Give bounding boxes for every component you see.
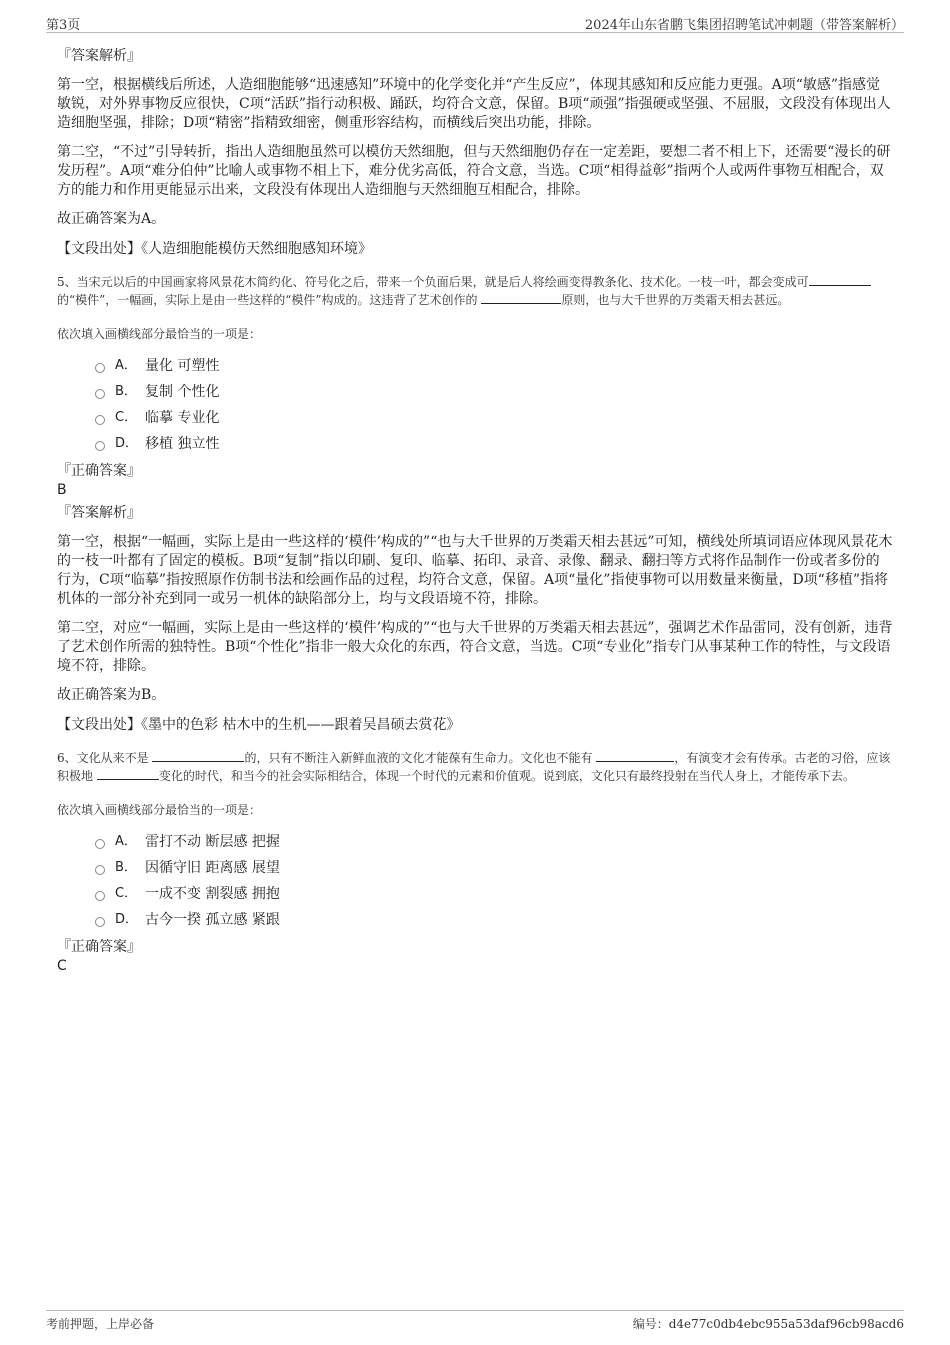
option-d[interactable]: D． 移植 独立性	[95, 431, 893, 457]
answer-blank	[97, 767, 159, 780]
question-stem	[57, 749, 893, 785]
correct-answer-label: 『正确答案』	[57, 463, 141, 479]
question-instruction: 依次填入画横线部分最恰当的一项是：	[57, 803, 262, 817]
footer-slogan: 考前押题，上岸必备	[46, 1317, 155, 1331]
correct-answer: B	[57, 482, 67, 498]
answer-blank	[152, 749, 244, 762]
stem-text: 的，只有不断注入新鲜血液的文化才能葆有生命力。文化也不能有	[244, 751, 593, 765]
radio-icon[interactable]	[95, 891, 105, 901]
option-b[interactable]: B． 复制 个性化	[95, 379, 893, 405]
option-c[interactable]: C． 一成不变 割裂感 拥抱	[95, 881, 893, 907]
stem-text: 原则，也与大千世界的万类霜天相去甚远。	[561, 293, 790, 307]
analysis-para: 第二空，对应“一幅画，实际上是由一些这样的‘模件’构成的”“也与大千世界的万类霜天相去甚远”，强调艺术作品雷同，没有创新，违背了艺术创作所需的独特性。B项“个性化”指非一般大众化的东西，符合文意，当选。C项“专业化”指专门从事某种工作的特性，与文段语境不符，排除。	[57, 620, 893, 674]
analysis-para: 第一空，根据“一幅画，实际上是由一些这样的‘模件’构成的”“也与大千世界的万类霜天相去甚远”可知，横线处所填词语应体现风景花木的一枝一叶都有了固定的模板。B项“复制”指以印刷、复印、临摹、拓印、录音、录像、翻录、翻扫等方式将作品制作一份或者多份的行为，C项“临摹”指按照原作仿制书法和绘画作品的过程，均符合文意，保留。A项“量化”指使事物可以用数量来衡量，D项“移植”指将机体的一部分补充到同一或另一机体的缺陷部分上，均与文段语境不符，排除。	[57, 534, 893, 607]
question-instruction: 依次填入画横线部分最恰当的一项是：	[57, 327, 262, 341]
radio-icon[interactable]	[95, 441, 105, 451]
analysis-label: 『答案解析』	[57, 48, 141, 64]
answer-conclusion: 故正确答案为B。	[57, 687, 166, 703]
stem-text: 变化的时代，和当今的社会实际相结合，体现一个时代的元素和价值观。说到底，文化只有最终投射在当代人身上，才能传承下去。	[158, 769, 855, 783]
answer-blank	[481, 291, 561, 304]
option-c[interactable]: C． 临摹 专业化	[95, 405, 893, 431]
page-footer	[46, 1310, 904, 1335]
answer-blank	[809, 273, 871, 286]
analysis-para: 第一空，根据横线后所述，人造细胞能够“迅速感知”环境中的化学变化并“产生反应”，体现其感知和反应能力更强。A项“敏感”指感觉敏锐，对外界事物反应很快，C项“活跃”指行动积极、踊跃，均符合文意，保留。B项“顽强”指强硬或坚强、不屈服，文段没有体现出人造细胞坚强，排除；D项“精密”指精致细密，侧重形容结构，而横线后突出功能，排除。	[57, 77, 891, 131]
document-title: 2024年山东省鹏飞集团招聘笔试冲刺题（带答案解析）	[584, 18, 904, 33]
stem-text: ，有演变才会有传承。古老的习俗，应该积极地	[57, 751, 891, 783]
document-id: 编号：d4e77c0db4ebc955a53daf96cb98acd6	[632, 1317, 904, 1331]
option-list	[95, 829, 893, 933]
answer-conclusion: 故正确答案为A。	[57, 211, 166, 227]
stem-text: 6、文化从来不是	[57, 751, 149, 765]
page-header	[46, 14, 904, 33]
analysis-para: 第二空，“不过”引导转折，指出人造细胞虽然可以模仿天然细胞，但与天然细胞仍存在一定差距，要想二者不相上下，还需要“漫长的研发历程”。A项“难分伯仲”比喻人或事物不相上下，难分优劣高低，符合文意，当选。C项“相得益彰”指两个人或两件事物互相配合，双方的能力和作用更能显示出来，文段没有体现出人造细胞与天然细胞互相配合，排除。	[57, 144, 891, 198]
option-a[interactable]: A． 量化 可塑性	[95, 353, 893, 379]
radio-icon[interactable]	[95, 415, 105, 425]
stem-text: 5、当宋元以后的中国画家将风景花木简约化、符号化之后，带来一个负面后果，就是后人将绘画变得教条化、技术化。一枝一叶，都会变成可	[57, 275, 809, 289]
analysis-label: 『答案解析』	[57, 505, 141, 521]
question-stem	[57, 273, 893, 309]
option-a[interactable]: A． 雷打不动 断层感 把握	[95, 829, 893, 855]
correct-answer-label: 『正确答案』	[57, 939, 141, 955]
stem-text: 的“模件”，一幅画，实际上是由一些这样的“模件”构成的。这违背了艺术创作的	[57, 293, 478, 307]
radio-icon[interactable]	[95, 865, 105, 875]
option-list	[95, 353, 893, 457]
answer-blank	[596, 749, 674, 762]
option-b[interactable]: B． 因循守旧 距离感 展望	[95, 855, 893, 881]
page-number: 第3页	[46, 18, 81, 33]
radio-icon[interactable]	[95, 839, 105, 849]
passage-source: 【文段出处】《人造细胞能模仿天然细胞感知环境》	[57, 241, 372, 257]
radio-icon[interactable]	[95, 363, 105, 373]
option-d[interactable]: D． 古今一揆 孤立感 紧跟	[95, 907, 893, 933]
radio-icon[interactable]	[95, 917, 105, 927]
correct-answer: C	[57, 958, 67, 974]
radio-icon[interactable]	[95, 389, 105, 399]
passage-source: 【文段出处】《墨中的色彩 枯木中的生机——跟着吴昌硕去赏花》	[57, 717, 461, 733]
document-body	[57, 46, 893, 979]
